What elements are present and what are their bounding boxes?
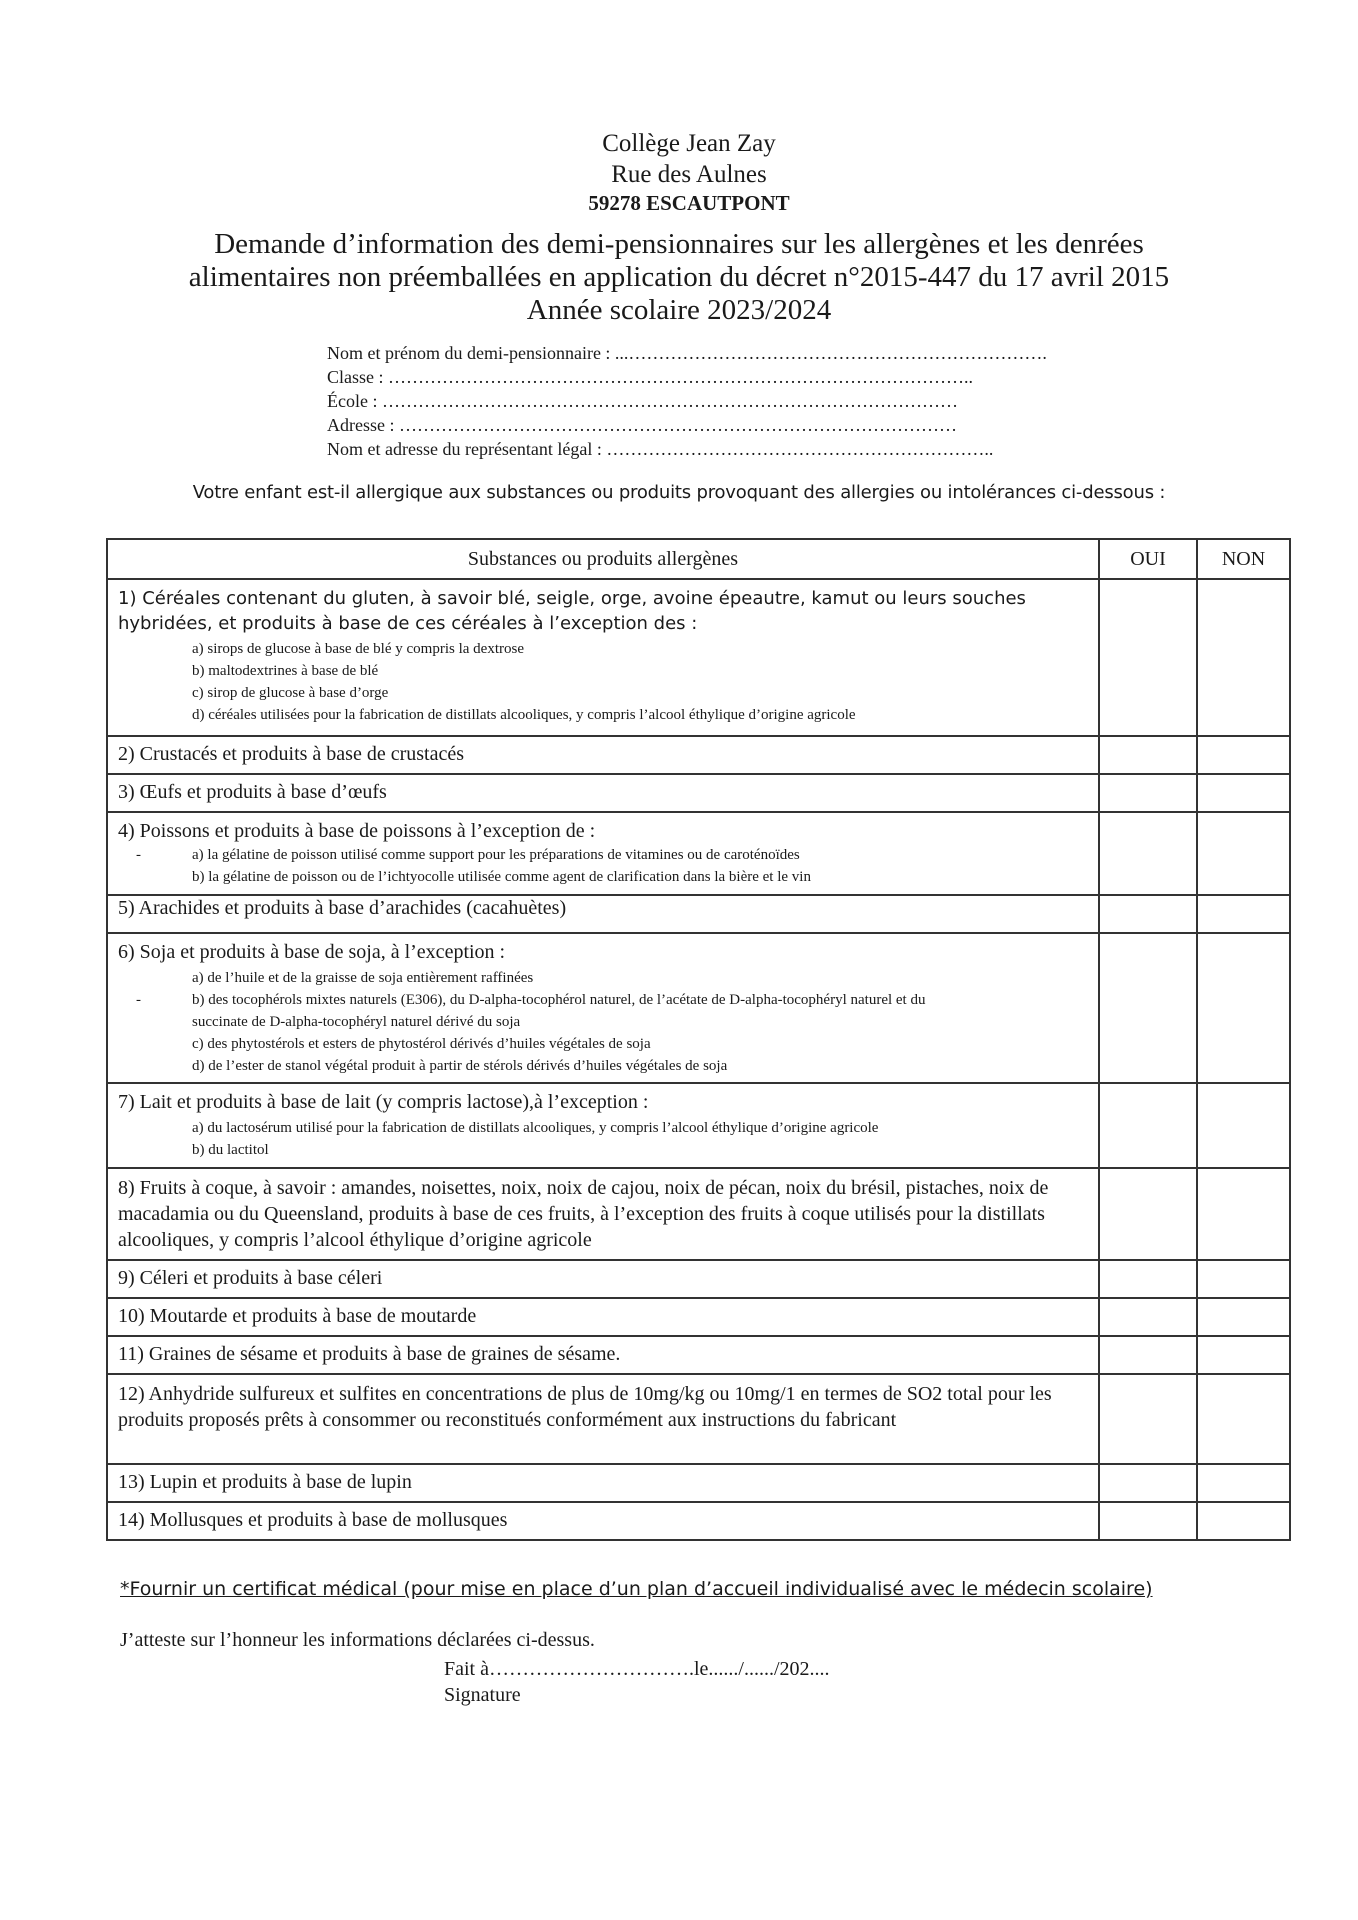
- header-no: NON: [1197, 539, 1290, 579]
- field-class[interactable]: Classe : ……………………………………………………………………………………..: [327, 367, 973, 387]
- row-cereals-exception: c) sirop de glucose à base d’orge: [192, 685, 389, 701]
- table-row: [107, 1083, 1290, 1168]
- attestation-text: J’atteste sur l’honneur les informations déclarées ci-dessus.: [120, 1629, 595, 1651]
- row-molluscs-label: 14) Mollusques et produits à base de mollusques: [118, 1509, 508, 1531]
- table-row: [107, 1336, 1290, 1374]
- document-title: [0, 228, 1358, 327]
- title-line-2: alimentaires non préemballées en application du décret n°2015-447 du 17 avril 2015: [188, 261, 1170, 293]
- place-date-field[interactable]: Fait à………………………….le....../....../202....: [444, 1658, 830, 1680]
- checkbox-yes[interactable]: [1099, 812, 1197, 895]
- row-eggs-label: 3) Œufs et produits à base d’œufs: [118, 781, 387, 803]
- row-milk-exception: b) du lactitol: [192, 1142, 269, 1158]
- school-street: Rue des Aulnes: [611, 161, 767, 188]
- field-school[interactable]: École : ……………………………………………………………………………………: [327, 391, 958, 411]
- checkbox-no[interactable]: [1197, 1298, 1290, 1336]
- table-row: [107, 812, 1290, 895]
- row-lupin-label: 13) Lupin et produits à base de lupin: [118, 1471, 412, 1493]
- school-header: [0, 128, 1358, 216]
- table-header-row: [107, 539, 1290, 579]
- row-cereals-exception: b) maltodextrines à base de blé: [192, 663, 379, 679]
- row-soy-label: 6) Soja et produits à base de soja, à l’exception :: [118, 941, 506, 963]
- row-sulphites-label: 12) Anhydride sulfureux et sulfites en concentrations de plus de 10mg/kg ou 10mg/1 en termes de SO2 total pour les produits proposés prêts à consommer ou reconstitués conformément aux instructions du fabricant: [118, 1383, 1052, 1431]
- signature-label: Signature: [444, 1684, 521, 1706]
- checkbox-no[interactable]: [1197, 736, 1290, 774]
- row-cereals-exception: a) sirops de glucose à base de blé y compris la dextrose: [192, 641, 524, 657]
- table-row: [107, 579, 1290, 736]
- table-row: [107, 736, 1290, 774]
- row-cereals-label: 1) Céréales contenant du gluten, à savoir blé, seigle, orge, avoine épeautre, kamut ou leurs souches hybridées, et produits à base de ces céréales à l’exception des :: [118, 588, 1026, 634]
- checkbox-no[interactable]: [1197, 1168, 1290, 1260]
- row-milk-exception: a) du lactosérum utilisé pour la fabrication de distillats alcooliques, y compris l’alcool éthylique d’origine agricole: [192, 1120, 879, 1136]
- field-address[interactable]: Adresse : …………………………………………………………………………………: [327, 415, 957, 435]
- checkbox-yes[interactable]: [1099, 736, 1197, 774]
- checkbox-no[interactable]: [1197, 1083, 1290, 1168]
- checkbox-yes[interactable]: [1099, 1464, 1197, 1502]
- checkbox-yes[interactable]: [1099, 774, 1197, 812]
- checkbox-yes[interactable]: [1099, 1336, 1197, 1374]
- header-substances: Substances ou produits allergènes: [107, 539, 1099, 579]
- row-sesame-label: 11) Graines de sésame et produits à base de graines de sésame.: [118, 1343, 621, 1365]
- checkbox-yes[interactable]: [1099, 1298, 1197, 1336]
- signature-block: [444, 1656, 830, 1708]
- checkbox-yes[interactable]: [1099, 579, 1197, 736]
- table-row: [107, 1298, 1290, 1336]
- table-row: [107, 1168, 1290, 1260]
- identity-fields: [327, 341, 1047, 461]
- checkbox-yes[interactable]: [1099, 1083, 1197, 1168]
- table-row: [107, 1464, 1290, 1502]
- checkbox-no[interactable]: [1197, 579, 1290, 736]
- checkbox-no[interactable]: [1197, 1374, 1290, 1464]
- field-legal-representative[interactable]: Nom et adresse du représentant légal : ………………………………………………………..: [327, 439, 994, 459]
- checkbox-yes[interactable]: [1099, 1168, 1197, 1260]
- row-nuts-label: 8) Fruits à coque, à savoir : amandes, noisettes, noix, noix de cajou, noix de pécan, noix du brésil, pistaches, noix de macadamia ou du Queensland, produits à base de ces fruits, à l’exception des fruits à coque utilisés pour la distillats alcooliques, y compris l’alcool éthylique d’origine agricole: [118, 1177, 1049, 1251]
- table-row: [107, 933, 1290, 1083]
- checkbox-no[interactable]: [1197, 1464, 1290, 1502]
- allergen-table: [106, 538, 1291, 1541]
- row-peanuts-label: 5) Arachides et produits à base d’arachides (cacahuètes): [118, 897, 567, 919]
- row-mustard-label: 10) Moutarde et produits à base de moutarde: [118, 1305, 477, 1327]
- row-fish-exception: b) la gélatine de poisson ou de l’ichtyocolle utilisée comme agent de clarification dans la bière et le vin: [192, 869, 811, 885]
- row-fish-label: 4) Poissons et produits à base de poissons à l’exception de :: [118, 820, 596, 842]
- row-soy-exception: a) de l’huile et de la graisse de soja entièrement raffinées: [192, 970, 534, 986]
- checkbox-yes[interactable]: [1099, 1260, 1197, 1298]
- row-milk-label: 7) Lait et produits à base de lait (y compris lactose),à l’exception :: [118, 1091, 649, 1113]
- checkbox-no[interactable]: [1197, 933, 1290, 1083]
- header-yes: OUI: [1099, 539, 1197, 579]
- row-soy-exception: - b) des tocophérols mixtes naturels (E306), du D-alpha-tocophérol naturel, de l’acétate de D-alpha-tocophéryl naturel et du: [108, 989, 1098, 1011]
- row-cereals-exception: d) céréales utilisées pour la fabrication de distillats alcooliques, y compris l’alcool éthylique d’origine agricole: [192, 707, 856, 723]
- medical-certificate-note: *Fournir un certificat médical (pour mise en place d’un plan d’accueil individualisé avec le médecin scolaire): [120, 1578, 1153, 1600]
- field-student-name[interactable]: Nom et prénom du demi-pensionnaire : ...…………………………………………………………….: [327, 343, 1047, 363]
- checkbox-yes[interactable]: [1099, 933, 1197, 1083]
- checkbox-no[interactable]: [1197, 812, 1290, 895]
- row-soy-exception: succinate de D-alpha-tocophéryl naturel dérivé du soja: [192, 1014, 521, 1030]
- school-city: 59278 ESCAUTPONT: [588, 191, 790, 215]
- allergy-question: Votre enfant est-il allergique aux substances ou produits provoquant des allergies ou intolérances ci-dessous :: [192, 482, 1166, 503]
- row-soy-exception: d) de l’ester de stanol végétal produit à partir de stérols dérivés d’huiles végétales de soja: [192, 1058, 728, 1074]
- table-row: [107, 895, 1290, 933]
- checkbox-no[interactable]: [1197, 895, 1290, 933]
- checkbox-no[interactable]: [1197, 1502, 1290, 1540]
- table-row: [107, 1502, 1290, 1540]
- title-line-1: Demande d’information des demi-pensionnaires sur les allergènes et les denrées: [214, 228, 1144, 260]
- checkbox-yes[interactable]: [1099, 1502, 1197, 1540]
- checkbox-no[interactable]: [1197, 1336, 1290, 1374]
- table-row: [107, 1260, 1290, 1298]
- checkbox-no[interactable]: [1197, 774, 1290, 812]
- school-name: Collège Jean Zay: [602, 130, 776, 157]
- row-crustaceans-label: 2) Crustacés et produits à base de crustacés: [118, 743, 464, 765]
- checkbox-no[interactable]: [1197, 1260, 1290, 1298]
- checkbox-yes[interactable]: [1099, 895, 1197, 933]
- row-soy-exception: c) des phytostérols et esters de phytostérol dérivés d’huiles végétales de soja: [192, 1036, 651, 1052]
- checkbox-yes[interactable]: [1099, 1374, 1197, 1464]
- table-row: [107, 1374, 1290, 1464]
- table-row: [107, 774, 1290, 812]
- row-fish-exception: - a) la gélatine de poisson utilisé comme support pour les préparations de vitamines ou de caroténoïdes: [108, 844, 1098, 866]
- title-line-3: Année scolaire 2023/2024: [526, 294, 832, 326]
- row-celery-label: 9) Céleri et produits à base céleri: [118, 1267, 383, 1289]
